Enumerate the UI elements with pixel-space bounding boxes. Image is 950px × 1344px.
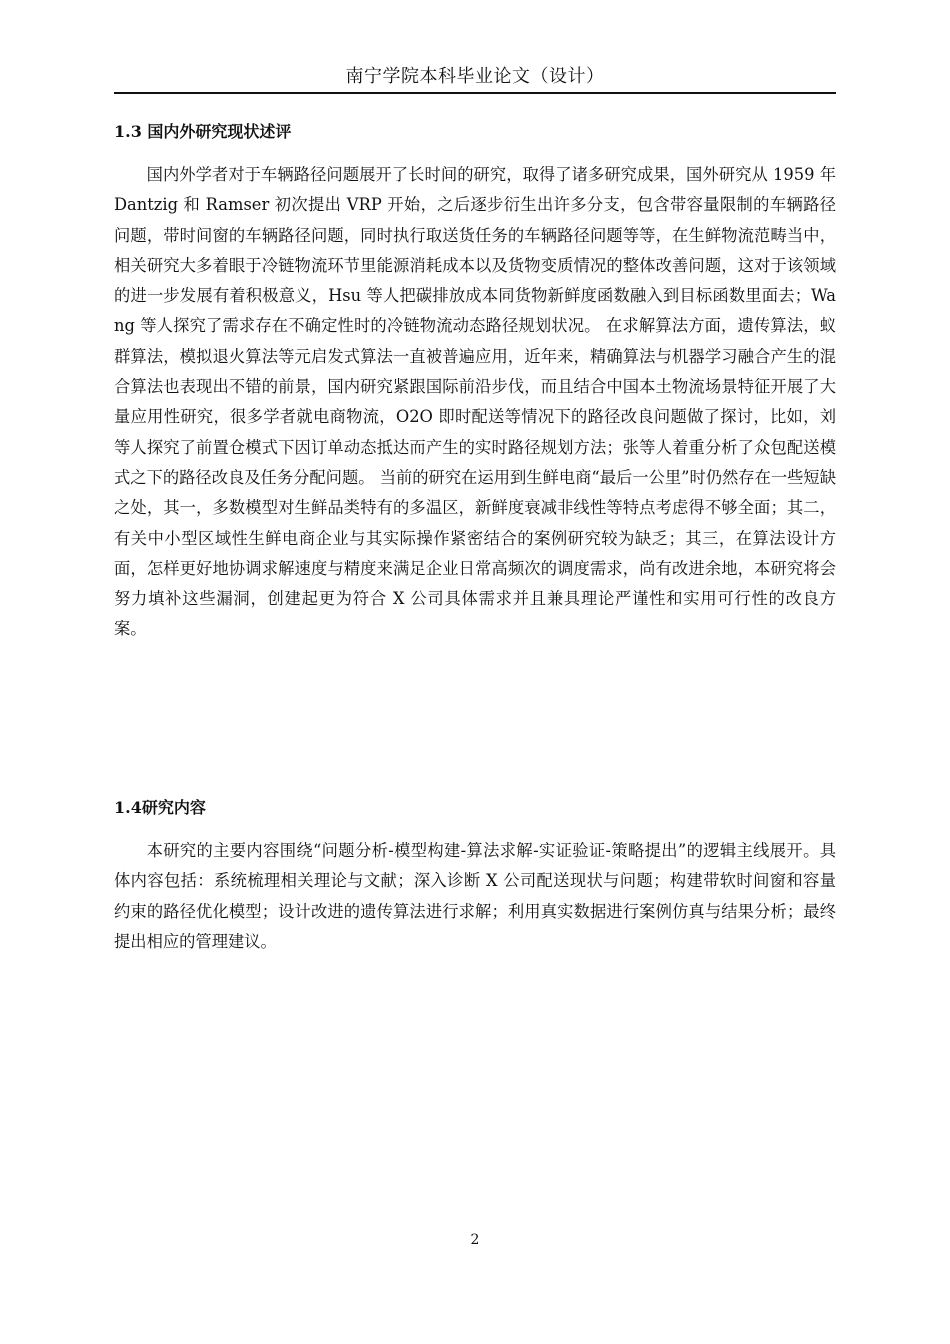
section-heading-1-4: 1.4研究内容	[114, 798, 206, 817]
header-divider	[114, 92, 836, 94]
section-paragraph-1-3: 国内外学者对于车辆路径问题展开了长时间的研究，取得了诸多研究成果，国外研究从 1959 年 Dantzig 和 Ramser 初次提出 VRP 开始，之后逐步衍生出许多分支，包含带容量限制的车辆路径问题，带时间窗的车辆路径问题，同时执行取送货任务的车辆路径问题等等，在生鲜物流范畴当中，相关研究大多着眼于冷链物流环节里能源消耗成本以及货物变质情况的整体改善问题，这对于该领域的进一步发展有着积极意义，Hsu 等人把碳排放成本同货物新鲜度函数融入到目标函数里面去；Wang 等人探究了需求存在不确定性时的冷链物流动态路径规划状况。 在求解算法方面，遗传算法，蚁群算法，模拟退火算法等元启发式算法一直被普遍应用，近年来，精确算法与机器学习融合产生的混合算法也表现出不错的前景，国内研究紧跟国际前沿步伐，而且结合中国本土物流场景特征开展了大量应用性研究，很多学者就电商物流，O2O 即时配送等情况下的路径改良问题做了探讨，比如，刘等人探究了前置仓模式下因订单动态抵达而产生的实时路径规划方法；张等人着重分析了众包配送模式之下的路径改良及任务分配问题。 当前的研究在运用到生鲜电商“最后一公里”时仍然存在一些短缺之处，其一，多数模型对生鲜品类特有的多温区，新鲜度衰减非线性等特点考虑得不够全面；其二，有关中小型区域性生鲜电商企业与其实际操作紧密结合的案例研究较为缺乏；其三，在算法设计方面，怎样更好地协调求解速度与精度来满足企业日常高频次的调度需求，尚有改进余地，本研究将会努力填补这些漏洞，创建起更为符合 X 公司具体需求并且兼具理论严谨性和实用可行性的改良方案。	[114, 165, 836, 639]
page-number: 2	[470, 1232, 480, 1248]
page-header-title: 南宁学院本科毕业论文（设计）	[345, 66, 605, 87]
section-heading-1-3: 1.3 国内外研究现状述评	[114, 122, 292, 141]
section-paragraph-1-4: 本研究的主要内容围绕“问题分析-模型构建-算法求解-实证验证-策略提出”的逻辑主线展开。具体内容包括：系统梳理相关理论与文献；深入诊断 X 公司配送现状与问题；构建带软时间窗和容量约束的路径优化模型；设计改进的遗传算法进行求解；利用真实数据进行案例仿真与结果分析；最终提出相应的管理建议。	[114, 841, 836, 951]
